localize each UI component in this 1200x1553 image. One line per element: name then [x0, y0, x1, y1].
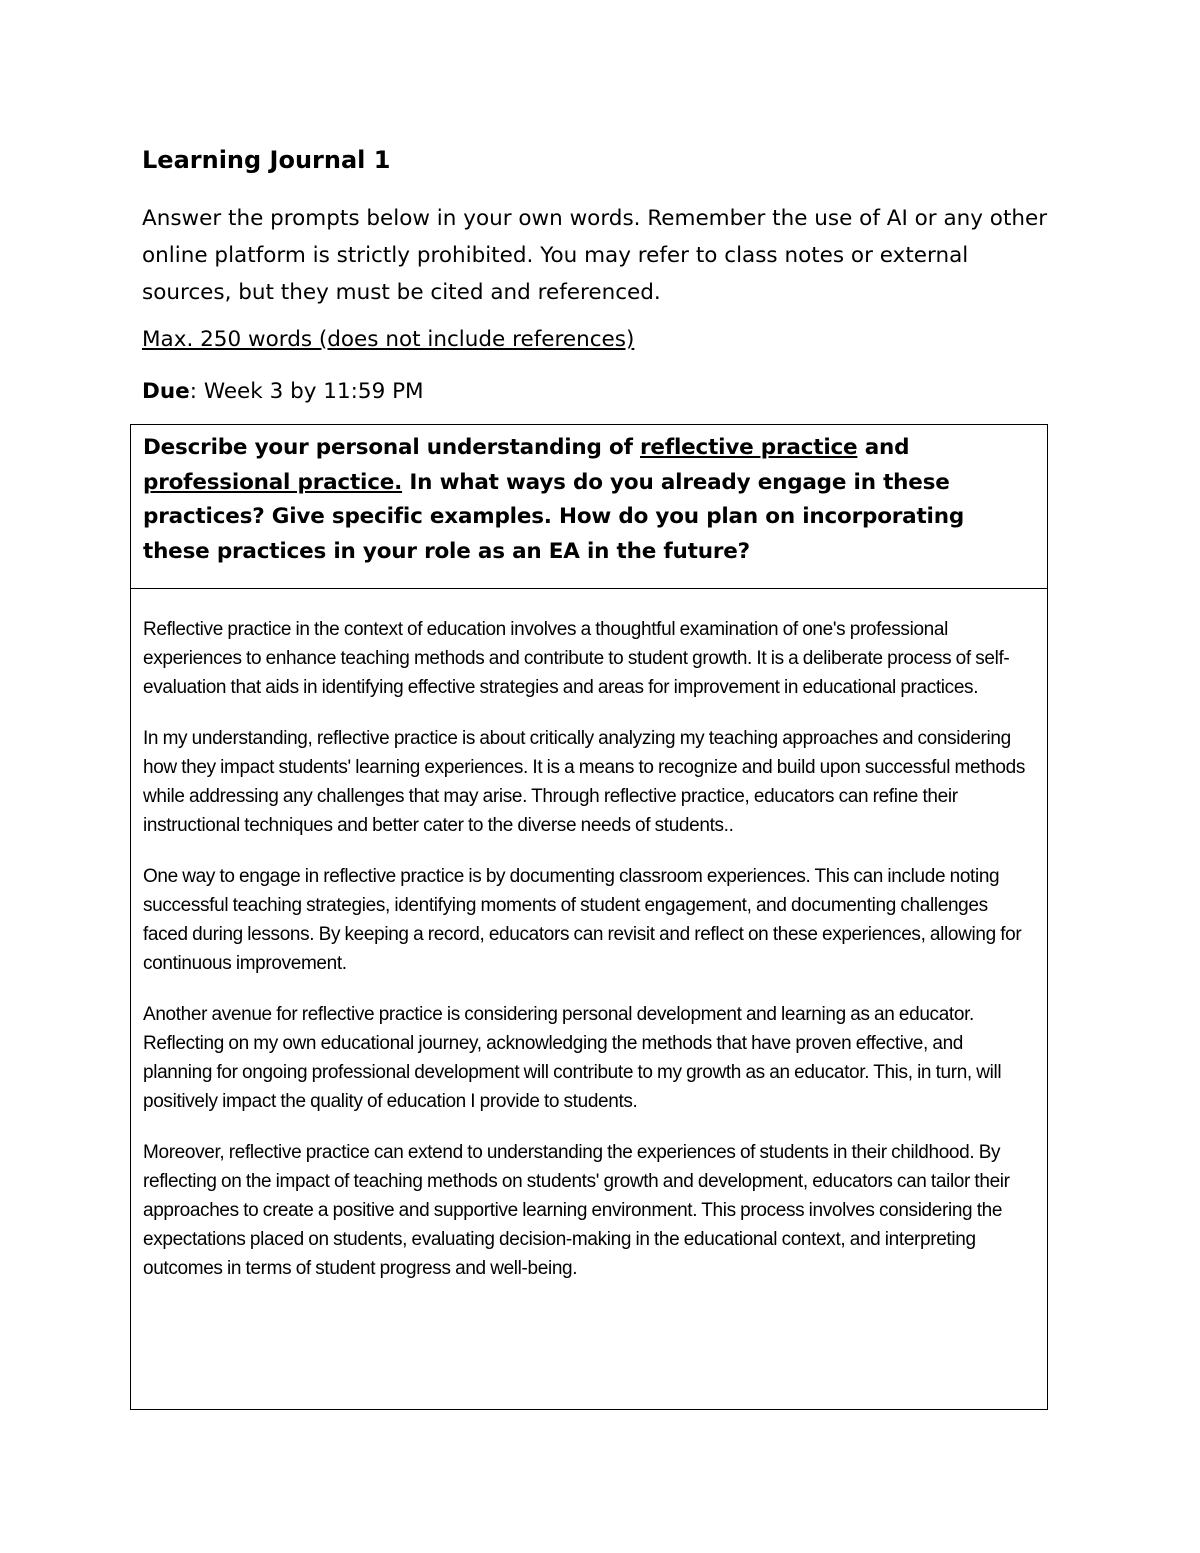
journal-table [130, 424, 1048, 1410]
prompt-part-2: and [857, 435, 910, 460]
document-title: Learning Journal 1 [142, 146, 391, 174]
due-label: Due [142, 379, 190, 404]
prompt-part-1: Describe your personal understanding of [143, 435, 641, 460]
answer-paragraph: Another avenue for reflective practice is considering personal development and learning as an educator. Reflecting on my own educational journey, acknowledging the methods that have proven effective, and planning for ongoing professional development will contribute to my growth as an educator. This, in turn, will positively impact the quality of education I provide to students. [143, 1004, 1002, 1112]
due-value: : Week 3 by 11:59 PM [189, 379, 424, 404]
prompt-term-reflective-practice: reflective practice [640, 435, 858, 460]
instructions-text: Answer the prompts below in your own words. Remember the use of AI or any other online platform is strictly prohibited. You may refer to class notes or external sources, but they must be cited and referenced. [142, 206, 1048, 305]
answer-paragraph: In my understanding, reflective practice is about critically analyzing my teaching approaches and considering how they impact students' learning experiences. It is a means to recognize and build upon successful methods while addressing any challenges that may arise. Through reflective practice, educators can refine their instructional techniques and better cater to the diverse needs of students.. [143, 728, 1025, 836]
answer-cell[interactable] [131, 589, 1047, 1305]
prompt-text [143, 431, 1035, 569]
answer-paragraph: Reflective practice in the context of education involves a thoughtful examination of one's professional experiences to enhance teaching methods and contribute to student growth. It is a deliberate process of self-evaluation that aids in identifying effective strategies and areas for improvement in educational practices. [143, 619, 1010, 698]
prompt-cell [131, 425, 1047, 589]
due-date-line [142, 377, 424, 407]
answer-paragraph: One way to engage in reflective practice is by documenting classroom experiences. This can include noting successful teaching strategies, identifying moments of student engagement, and documenting challenges faced during lessons. By keeping a record, educators can revisit and reflect on these experiences, allowing for continuous improvement. [143, 866, 1022, 974]
word-limit-text: Max. 250 words (does not include references) [142, 327, 635, 352]
prompt-part-3: In what ways do you already engage in these practices? Give specific examples. How do you plan on incorporating these practices in your role as an EA in the future? [143, 469, 965, 564]
answer-paragraph: Moreover, reflective practice can extend to understanding the experiences of students in their childhood. By reflecting on the impact of teaching methods on students' growth and development, educators can tailor their approaches to create a positive and supportive learning environment. This process involves considering the expectations placed on students, evaluating decision-making in the educational context, and interpreting outcomes in terms of student progress and well-being. [143, 1142, 1010, 1279]
prompt-term-professional-practice: professional practice. [143, 469, 403, 495]
